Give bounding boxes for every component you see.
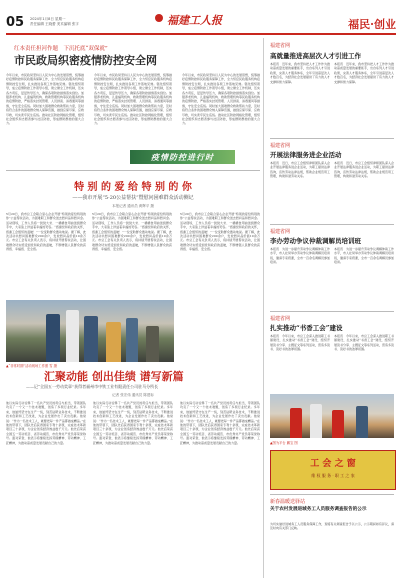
sidebar-title-2: 开展法律服务进企业活动 <box>270 151 342 159</box>
bottom-notice-tag: 新春温暖送驿站 <box>270 499 306 505</box>
sidebar-rule-3 <box>270 311 394 312</box>
banner <box>130 150 235 164</box>
feature-body-col3: 5月20日，我市总工会联合爱心企业开展“特别的爱给特别的你”公益帮扶活动，为困难职工和群众送去慰问品和慰问金。活动现场，工作人员将一袋袋大米、一桶桶食用油送到群众手中，大家脸上洋溢着幸福的笑容。“感谢党和政府的关怀，感谢工会组织的温暖！”一位受助群众激动地说。据了解，此次活动共慰问困难群众200余户，发放慰问品价值10余万元。市总工会有关负责人表示，将持续开展帮扶活动，让困难群众切实感受到党和政府的温暖，不断增强人民群众的获得感、幸福感、安全感。 <box>180 212 260 252</box>
sidebar-photo <box>270 394 394 438</box>
page-number: 05 <box>6 15 25 30</box>
banner-text: 疫情防控进行时 <box>151 152 214 162</box>
header-rule <box>6 33 396 35</box>
sidebar-divider <box>263 38 264 578</box>
sidebar-body-4b: 本报讯 今年以来，市总工会深入推进职工书屋建设，扎实推动“书香工会”建设，组织开展读书分享、主题征文等系列活动，营造多读书、读好书的浓厚氛围。 <box>334 334 394 352</box>
feature-photo <box>6 300 174 362</box>
page-header <box>0 0 402 36</box>
feature-photo-caption: ▲“非常时期”活动现场工作照 雪 摄 <box>6 364 57 368</box>
sidebar-body-3a: 本报讯 为进一步提升劳动争议调解仲裁工作水平，市人社局举办劳动争议仲裁调解员培训班，邀请专家授课，全市一百余名调解员参加培训。 <box>270 247 330 265</box>
date-line: 2024年1月8日 星期一 <box>30 17 66 21</box>
sidebar-title-3: 李办劳动争议仲裁调解员培训班 <box>270 237 361 245</box>
bottom-byline: 记者 张宏伟 通讯员 陈建标 <box>112 393 154 397</box>
lead-body <box>6 73 260 146</box>
lead-body-col2: 今年以来，市民政局坚持以人民为中心的发展思想，统筹做好疫情防控和民政服务保障工作，全力织密民政服务机构疫情防控安全网，扎实推进各项工作落地见效。强化组织领导，成立疫情防控工作领导小组，建立健全工作机制，压实各方责任，层层传导压力，确保各项防控措施落实到位。加强养老机构、儿童福利机构、救助管理机构等民政服务机构的疫情防控，严格落实封闭管理、人员排查、消毒通风等措施，守住安全底线。同时加大困难群众救助帮扶力度，及时将符合条件的困难群众纳入保障范围，做到应保尽保、应救尽救，切实兜牢民生底线。推动社区防控网格化管理，组织社会组织和志愿者参与社区防控，形成群防群控的强大合力。 <box>94 73 172 126</box>
bottom-story <box>6 364 260 579</box>
ad-title: 工 会 之 窗 <box>310 459 356 469</box>
sidebar-tag-4: 福建省网 <box>270 316 291 322</box>
lead-headline: 市民政局织密疫情防控安全网 <box>14 54 157 67</box>
sidebar-body-1a: 本报讯 近年来，我市坚持把人才工作作为推动高质量发展的重要抓手，出台系列人才引进政策，完善人才服务体系，全年引进高层次人才数百名，为经济社会发展提供了有力的人才支撑和智力保障。 <box>270 62 330 84</box>
sidebar-rule-2 <box>270 224 394 225</box>
lead-kicker: 红本责任担河作题 下沉托底“双保就” <box>14 46 108 52</box>
feature-body-col2: 5月20日，我市总工会联合爱心企业开展“特别的爱给特别的你”公益帮扶活动，为困难职工和群众送去慰问品和慰问金。活动现场，工作人员将一袋袋大米、一桶桶食用油送到群众手中，大家脸上洋溢着幸福的笑容。“感谢党和政府的关怀，感谢工会组织的温暖！”一位受助群众激动地说。据了解，此次活动共慰问困难群众200余户，发放慰问品价值10余万元。市总工会有关负责人表示，将持续开展帮扶活动，让困难群众切实感受到党和政府的温暖，不断增强人民群众的获得感、幸福感、安全感。 <box>92 212 172 252</box>
sidebar-title-1: 高就量推进高层次人才引进工作 <box>270 52 361 60</box>
bottom-title: 汇聚动能 创出佳绩 谱写新篇 <box>44 370 184 383</box>
feature-subtitle: ——我市开展“5·20公益帮扶”暨慰问困难群众活动侧记 <box>72 195 194 201</box>
lead-story <box>6 38 260 146</box>
masthead-title: 福建工人报 <box>167 14 222 27</box>
bottom-body-col3: 他以实际行动诠释了一名共产党员的责任与担当，带领团队攻克了一个又一个技术难题，创造了多项行业纪录。多年来，他始终坚守在生产一线，刻苦钻研业务技术，不断推进技术创新和工艺改进，为企业发展作出了突出贡献。他常说：“作为一名技术工人，就要把每一件产品都做成精品。”在他的带领下，团队先后获得国家专利十余项，完成技术革新项目三十余项，为企业创造经济效益数千万元。他先后荣获全国五一劳动奖章、省劳动模范、市优秀共产党员等荣誉称号。面对荣誉，他表示将继续发扬劳模精神、劳动精神、工匠精神，为推动高质量发展贡献自己的力量。 <box>180 401 260 445</box>
sidebar-body-2a: 本报讯 近日，市总工会组织律师团队深入企业开展法律服务进企业活动，为职工提供法律咨询，宣传劳动法律法规，帮助企业规范用工管理，构建和谐劳动关系。 <box>270 161 330 179</box>
sidebar-tag-3: 福建省网 <box>270 229 291 235</box>
sidebar-title-4: 扎实推动“书香工会”建设 <box>270 324 343 332</box>
editor-line: 责任编辑 王晓蕾 美术编辑 张宇 <box>30 22 79 26</box>
sidebar-rule-1 <box>270 138 394 139</box>
sidebar-body-1b: 本报讯 近年来，我市坚持把人才工作作为推动高质量发展的重要抓手，出台系列人才引进政策，完善人才服务体系，全年引进高层次人才数百名，为经济社会发展提供了有力的人才支撑和智力保障。 <box>334 62 394 84</box>
lead-body-col3: 今年以来，市民政局坚持以人民为中心的发展思想，统筹做好疫情防控和民政服务保障工作，全力织密民政服务机构疫情防控安全网，扎实推进各项工作落地见效。强化组织领导，成立疫情防控工作领导小组，建立健全工作机制，压实各方责任，层层传导压力，确保各项防控措施落实到位。加强养老机构、儿童福利机构、救助管理机构等民政服务机构的疫情防控，严格落实封闭管理、人员排查、消毒通风等措施，守住安全底线。同时加大困难群众救助帮扶力度，及时将符合条件的困难群众纳入保障范围，做到应保尽保、应救尽救，切实兜牢民生底线。推动社区防控网格化管理，组织社会组织和志愿者参与社区防控，形成群防群控的强大合力。 <box>182 73 260 126</box>
bottom-body-col2: 他以实际行动诠释了一名共产党员的责任与担当，带领团队攻克了一个又一个技术难题，创造了多项行业纪录。多年来，他始终坚守在生产一线，刻苦钻研业务技术，不断推进技术创新和工艺改进，为企业发展作出了突出贡献。他常说：“作为一名技术工人，就要把每一件产品都做成精品。”在他的带领下，团队先后获得国家专利十余项，完成技术革新项目三十余项，为企业创造经济效益数千万元。他先后荣获全国五一劳动奖章、省劳动模范、市优秀共产党员等荣誉称号。面对荣誉，他表示将继续发扬劳模精神、劳动精神、工匠精神，为推动高质量发展贡献自己的力量。 <box>93 401 173 445</box>
sidebar-photo-caption: ▲图为平台 鹏宝 图 <box>270 441 298 445</box>
feature-body-col1: 5月20日，我市总工会联合爱心企业开展“特别的爱给特别的你”公益帮扶活动，为困难职工和群众送去慰问品和慰问金。活动现场，工作人员将一袋袋大米、一桶桶食用油送到群众手中，大家脸上洋溢着幸福的笑容。“感谢党和政府的关怀，感谢工会组织的温暖！”一位受助群众激动地说。据了解，此次活动共慰问困难群众200余户，发放慰问品价值10余万元。市总工会有关负责人表示，将持续开展帮扶活动，让困难群众切实感受到党和政府的温暖，不断增强人民群众的获得感、幸福感、安全感。 <box>6 212 86 252</box>
banner-rule <box>6 170 260 171</box>
sidebar-rule-5 <box>270 494 394 495</box>
sidebar-body-3b: 本报讯 为进一步提升劳动争议调解仲裁工作水平，市人社局举办劳动争议仲裁调解员培训班，邀请专家授课，全市一百余名调解员参加培训。 <box>334 247 394 265</box>
sidebar <box>266 38 396 578</box>
ad-subtitle: 维 权 服 务 · 职 工 之 家 <box>311 473 355 478</box>
sidebar-body-2b: 本报讯 近日，市总工会组织律师团队深入企业开展法律服务进企业活动，为职工提供法律咨询，宣传劳动法律法规，帮助企业规范用工管理，构建和谐劳动关系。 <box>334 161 394 179</box>
sidebar-tag-1: 福建省网 <box>270 43 291 49</box>
sidebar-tag-2: 福建省网 <box>270 143 291 149</box>
bottom-body-col1: 他以实际行动诠释了一名共产党员的责任与担当，带领团队攻克了一个又一个技术难题，创造了多项行业纪录。多年来，他始终坚守在生产一线，刻苦钻研业务技术，不断推进技术创新和工艺改进，为企业发展作出了突出贡献。他常说：“作为一名技术工人，就要把每一件产品都做成精品。”在他的带领下，团队先后获得国家专利十余项，完成技术革新项目三十余项，为企业创造经济效益数千万元。他先后荣获全国五一劳动奖章、省劳动模范、市优秀共产党员等荣誉称号。面对荣誉，他表示将继续发扬劳模精神、劳动精神、工匠精神，为推动高质量发展贡献自己的力量。 <box>6 401 86 445</box>
feature-title: 特 别 的 爱 给 特 别 的 你 <box>74 182 192 193</box>
bottom-notice-body: 为切实做好进城务工人员服务保障工作，现将有关调查报告予以公示，公示期间如有异议，请及时向有关部门反映。 <box>270 522 394 531</box>
feature-story <box>6 174 260 368</box>
feature-byline: 本报记者 通讯员 黄辉平 摄 <box>112 204 154 208</box>
lead-body-col1: 今年以来，市民政局坚持以人民为中心的发展思想，统筹做好疫情防控和民政服务保障工作，全力织密民政服务机构疫情防控安全网，扎实推进各项工作落地见效。强化组织领导，成立疫情防控工作领导小组，建立健全工作机制，压实各方责任，层层传导压力，确保各项防控措施落实到位。加强养老机构、儿童福利机构、救助管理机构等民政服务机构的疫情防控，严格落实封闭管理、人员排查、消毒通风等措施，守住安全底线。同时加大困难群众救助帮扶力度，及时将符合条件的困难群众纳入保障范围，做到应保尽保、应救尽救，切实兜牢民生底线。推动社区防控网格化管理，组织社会组织和志愿者参与社区防控，形成群防群控的强大合力。 <box>6 73 84 126</box>
sidebar-body-4a: 本报讯 今年以来，市总工会深入推进职工书屋建设，扎实推动“书香工会”建设，组织开展读书分享、主题征文等系列活动，营造多读书、读好书的浓厚氛围。 <box>270 334 330 352</box>
masthead-logo <box>155 10 245 32</box>
union-window-ad <box>270 450 396 490</box>
bottom-notice-title: 关于农村发展进城务工人员服务调查报告的公示 <box>270 507 367 512</box>
bottom-subtitle: ——记“全国五一劳动奖章”获得者福州市中铁工业有限责任公司驻马分所长 <box>26 384 159 389</box>
section-title: 福民·创业 <box>348 18 396 31</box>
logo-emblem <box>155 14 163 22</box>
